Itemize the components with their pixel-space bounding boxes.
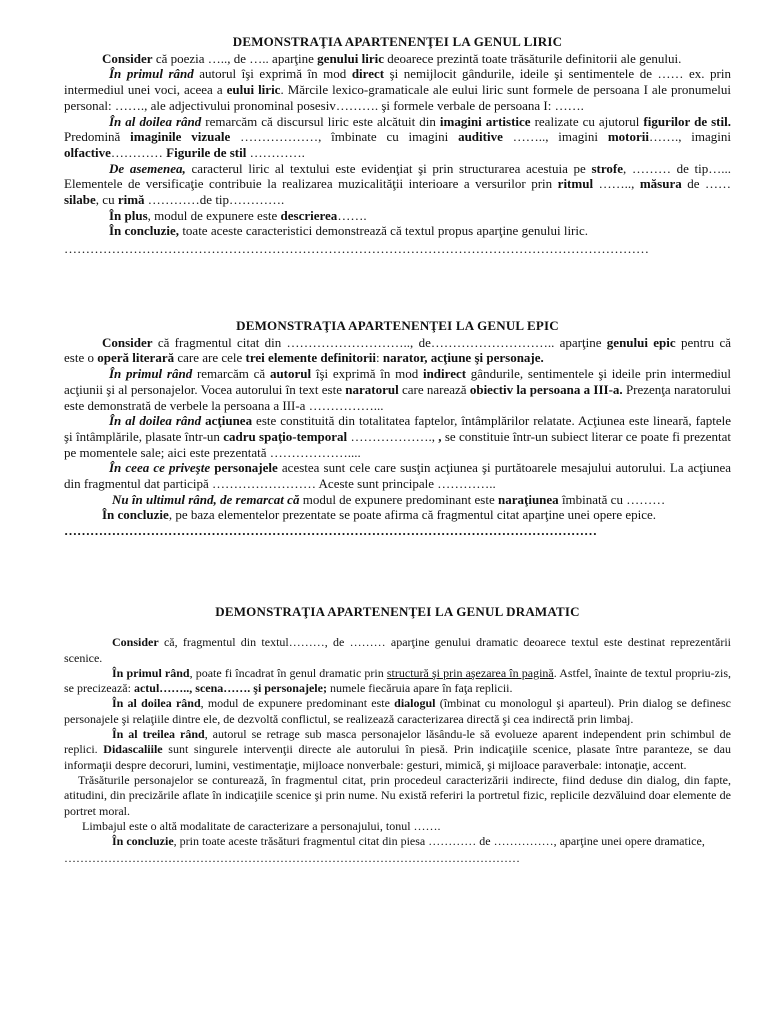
dotted-line: ……………………………………………………………………………………………………………………… [64,241,649,257]
paragraph: În primul rând autorul îşi exprimă în mod direct şi nemijlocit gândurile, ideile şi sentimentele de …… ex. prin intermediul unei voci, aceea a eului liric. Mărcile lexico-gramaticale ale eului liric sunt formele de persoana I ale pronumelui personal: ……., ale adjectivului pronominal posesiv………. şi formele verbale de persoana I: ……. [64,66,731,113]
paragraph: În primul rând remarcăm că autorul îşi exprimă în mod indirect gândurile, sentimentele şi ideile prin intermediul acţiunii şi al personajelor. Vocea autorului în text este naratorul care narează obiectiv la persoana a III-a. Prezenţa naratorului este demonstrată de verbele la persoana a III-a ……………... [64,366,731,413]
paragraph: În ceea ce priveşte personajele acestea sunt cele care susţin acţiunea şi purtătoarele mesajului autorului. La acţiunea din fragmentul dat participă …………………… Aceste sunt principale ………….. [64,460,732,492]
paragraph: În concluzie, prin toate aceste trăsături fragmentul citat din piesa ………… de ……………, aparţine unei opere dramatice, [112,834,705,849]
paragraph: În plus, modul de expunere este descrierea……. [109,207,367,223]
paragraph: De asemenea, caracterul liric al textului este evidenţiat şi prin structurarea acestuia pe strofe, ……… de tip…... Elementele de versificaţie contribuie la realizarea muzicalităţii interioare a versurilor prin ritmul …….., măsura de ……silabe, cu rimă …………de tip…………. [64,160,731,208]
section-dramatic [64,604,731,867]
section-liric [64,34,731,257]
paragraph: În al treilea rând, autorul se retrage sub masca personajelor lăsându-le să evolueze aparent independent prin schimbul de replici. Didascaliile sunt singurele intervenţii directe ale autorului în piesă. Prin indicaţiile scenice, plasate între paranteze, se dau informaţii despre decoruri, lumini, vestimentaţie, mijloace nonverbale: gesturi, mimică, şi mijloace paraverbale: intonaţie, accent. [64,727,732,772]
section-title: DEMONSTRAŢIA APARTENENŢEI LA GENUL EPIC [236,318,559,333]
section-epic [64,318,731,539]
paragraph: În al doilea rând remarcăm că discursul liric este alcătuit din imagini artistice realizate cu ajutorul figurilor de stil. Predomină imaginile vizuale ………………, îmbinate cu imagini auditive …….., imagini motorii……., imagini olfactive………… Figurile de stil …………. [64,113,732,160]
paragraph: În concluzie, toate aceste caracteristici demonstrează că textul propus aparţine genului liric. [109,223,589,239]
paragraph: În primul rând, poate fi încadrat în genul dramatic prin structură şi prin aşezarea în pagină. Astfel, înainte de textul propriu-zis, se precizează: actul…….., scena……. şi personajele; numele fiecăruia apare în faţa replicii. [64,665,732,696]
section-title: DEMONSTRAŢIA APARTENENŢEI LA GENUL DRAMATIC [215,604,580,619]
paragraph: Limbajul este o altă modalitate de caracterizare a personajului, tonul ……. [82,818,441,833]
paragraph: În al doilea rând acţiunea este constituită din totalitatea faptelor, întâmplărilor relatate. Acţiunea este lineară, faptele şi întâmplările, plasate într-un cadru spaţio-temporal ………………., , se constituie într-un subiect literar ce poate fi prezentat pe momentele sale; aici este prezentată ……………….... [64,413,732,460]
paragraph: În al doilea rând, modul de expunere predominant este dialogul (îmbinat cu monologul şi aparteul). Prin dialog se definesc personajele şi relaţiile dintre ele, de dezvoltă conflictul, se realizează caracterizarea directă şi cea indirectă prin limbaj. [64,696,731,726]
paragraph: Consider că fragmentul citat din ……………………….., de……………………….. aparţine genului epic pentru că este o operă literară care are cele trei elemente definitorii: narator, acţiune şi personaje. [64,334,731,366]
paragraph: Consider că poezia ….., de ….. aparţine genului liric deoarece prezintă toate trăsăturile definitorii ale genului. [102,50,682,66]
paragraph: Nu în ultimul rând, de remarcat că modul de expunere predominant este naraţiunea îmbinată cu ……… [112,491,666,507]
paragraph: Trăsăturile personajelor se conturează, în fragmentul citat, prin procedeul caracterizării indirecte, fiind deduse din dialog, din fapte, atitudini, din precizările aflate în indicaţiile scenice şi prin nume. Nu există referiri la portretul fizic, replicile dezvăluind doar elemente de portret moral. [64,772,731,818]
paragraph: Consider că, fragmentul din textul………, de ……… aparţine genului dramatic deoarece textul este destinat reprezentării scenice. [64,635,731,665]
dotted-line: …………………………………………………………………………………………………………… [64,523,597,539]
paragraph: În concluzie, pe baza elementelor prezentate se poate afirma că fragmentul citat aparţine unei opere epice. [102,507,657,523]
dotted-line: …………………………………………………………………………………………………… [64,851,520,866]
section-title: DEMONSTRAŢIA APARTENENŢEI LA GENUL LIRIC [232,34,563,49]
